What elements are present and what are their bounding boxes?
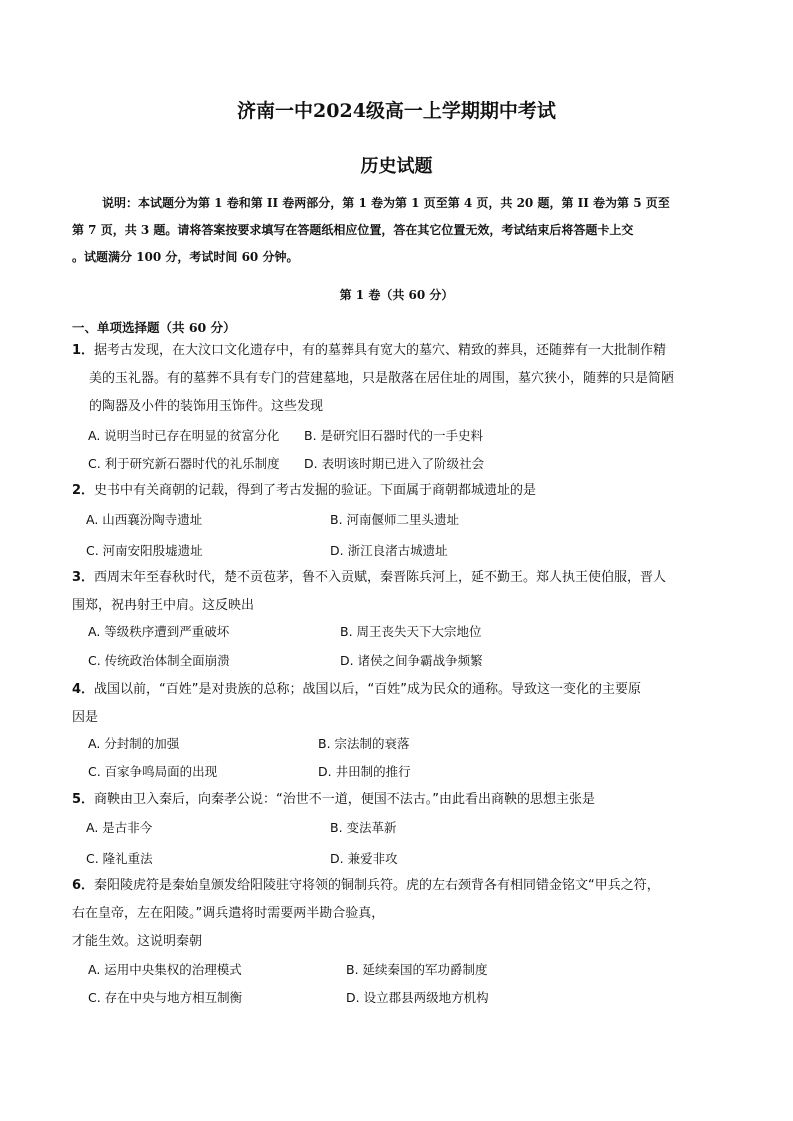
instructions xyxy=(72,190,724,271)
question-stem-line: 右在皇帝，左在阳陵。”调兵遣将时需要两半勘合验真， xyxy=(72,906,385,921)
option-c: C. 存在中央与地方相互制衡 xyxy=(88,990,243,1005)
option-b: B. 延续秦国的军功爵制度 xyxy=(346,962,488,977)
question-number: 2． xyxy=(72,483,95,498)
option-d: D. 井田制的推行 xyxy=(318,764,411,779)
question-number: 1． xyxy=(72,343,95,358)
option-d: D. 表明该时期已进入了阶级社会 xyxy=(304,456,485,471)
option-a: A. 山西襄汾陶寺遗址 xyxy=(86,512,203,527)
question-3 xyxy=(72,564,722,620)
instructions-line: 。试题满分 100 分，考试时间 60 分钟。 xyxy=(72,250,299,264)
question-1 xyxy=(72,337,722,421)
question-stem-line: 围郑，祝冉射王中肩。这反映出 xyxy=(72,598,255,613)
option-c: C. 利于研究新石器时代的礼乐制度 xyxy=(88,456,280,471)
question-stem-line: 的陶器及小件的装饰用玉饰件。这些发现 xyxy=(89,399,324,414)
option-b: B. 河南偃师二里头遗址 xyxy=(330,512,460,527)
option-d: D. 诸侯之间争霸战争频繁 xyxy=(340,653,483,668)
option-d: D. 兼爱非攻 xyxy=(330,851,398,866)
option-b: B. 是研究旧石器时代的一手史料 xyxy=(304,428,484,443)
exam-subtitle: 历史试题 xyxy=(360,156,433,177)
question-6 xyxy=(72,872,722,956)
question-5 xyxy=(72,786,722,814)
option-a: A. 说明当时已存在明显的贫富分化 xyxy=(88,428,280,443)
option-a: A. 等级秩序遭到严重破坏 xyxy=(88,624,230,639)
section-heading: 一、单项选择题（共 60 分） xyxy=(72,320,236,335)
option-c: C. 传统政治体制全面崩溃 xyxy=(88,653,230,668)
question-stem-line: 秦阳陵虎符是秦始皇颁发给阳陵驻守将领的铜制兵符。虎的左右颈背各有相同错金铭文“甲兵之符， xyxy=(94,878,660,893)
option-a: A. 是古非今 xyxy=(86,820,153,835)
option-a: A. 运用中央集权的治理模式 xyxy=(88,962,242,977)
question-number: 5． xyxy=(72,792,95,807)
option-d: D. 浙江良渚古城遗址 xyxy=(330,543,448,558)
question-stem-line: 史书中有关商朝的记载，得到了考古发掘的验证。下面属于商朝都城遗址的是 xyxy=(94,483,537,498)
option-b: B. 宗法制的衰落 xyxy=(318,736,410,751)
question-stem-line: 商鞅由卫入秦后，向秦孝公说：“治世不一道，便国不法古。”由此看出商鞅的思想主张是 xyxy=(94,792,596,807)
question-number: 3． xyxy=(72,570,95,585)
option-d: D. 设立郡县两级地方机构 xyxy=(346,990,489,1005)
question-stem-line: 据考古发现，在大汶口文化遗存中，有的墓葬具有宽大的墓穴、精致的葬具，还随葬有一大批制作精 xyxy=(94,343,667,358)
instructions-line: 第 7 页，共 3 题。请将答案按要求填写在答题纸相应位置，答在其它位置无效，考试结束后将答题卡上交 xyxy=(72,223,634,237)
question-2 xyxy=(72,477,722,505)
option-b: B. 周王丧失天下大宗地位 xyxy=(340,624,482,639)
option-c: C. 河南安阳殷墟遗址 xyxy=(86,543,203,558)
question-stem-line: 因是 xyxy=(72,710,99,725)
instructions-line: 说明：本试题分为第 1 卷和第 II 卷两部分，第 1 卷为第 1 页至第 4 页，共 20 题，第 II 卷为第 5 页至 xyxy=(102,196,670,210)
question-stem-line: 西周末年至春秋时代，楚不贡苞茅，鲁不入贡赋，秦晋陈兵河上，延不勤王。郑人执王使伯服，晋人 xyxy=(94,570,667,585)
question-number: 6． xyxy=(72,878,95,893)
question-4 xyxy=(72,676,722,732)
question-stem-line: 美的玉礼器。有的墓葬不具有专门的营建墓地，只是散落在居住址的周围，墓穴狭小，随葬的只是简陋 xyxy=(89,371,675,386)
option-c: C. 百家争鸣局面的出现 xyxy=(88,764,218,779)
option-a: A. 分封制的加强 xyxy=(88,736,180,751)
question-stem-line: 才能生效。这说明秦朝 xyxy=(72,934,203,949)
question-number: 4． xyxy=(72,682,95,697)
option-c: C. 隆礼重法 xyxy=(86,851,153,866)
option-b: B. 变法革新 xyxy=(330,820,397,835)
exam-title: 济南一中2024级高一上学期期中考试 xyxy=(237,100,556,122)
part-heading: 第 1 卷（共 60 分） xyxy=(339,288,454,302)
question-stem-line: 战国以前，“百姓”是对贵族的总称；战国以后，“百姓”成为民众的通称。导致这一变化的主要原 xyxy=(94,682,641,697)
